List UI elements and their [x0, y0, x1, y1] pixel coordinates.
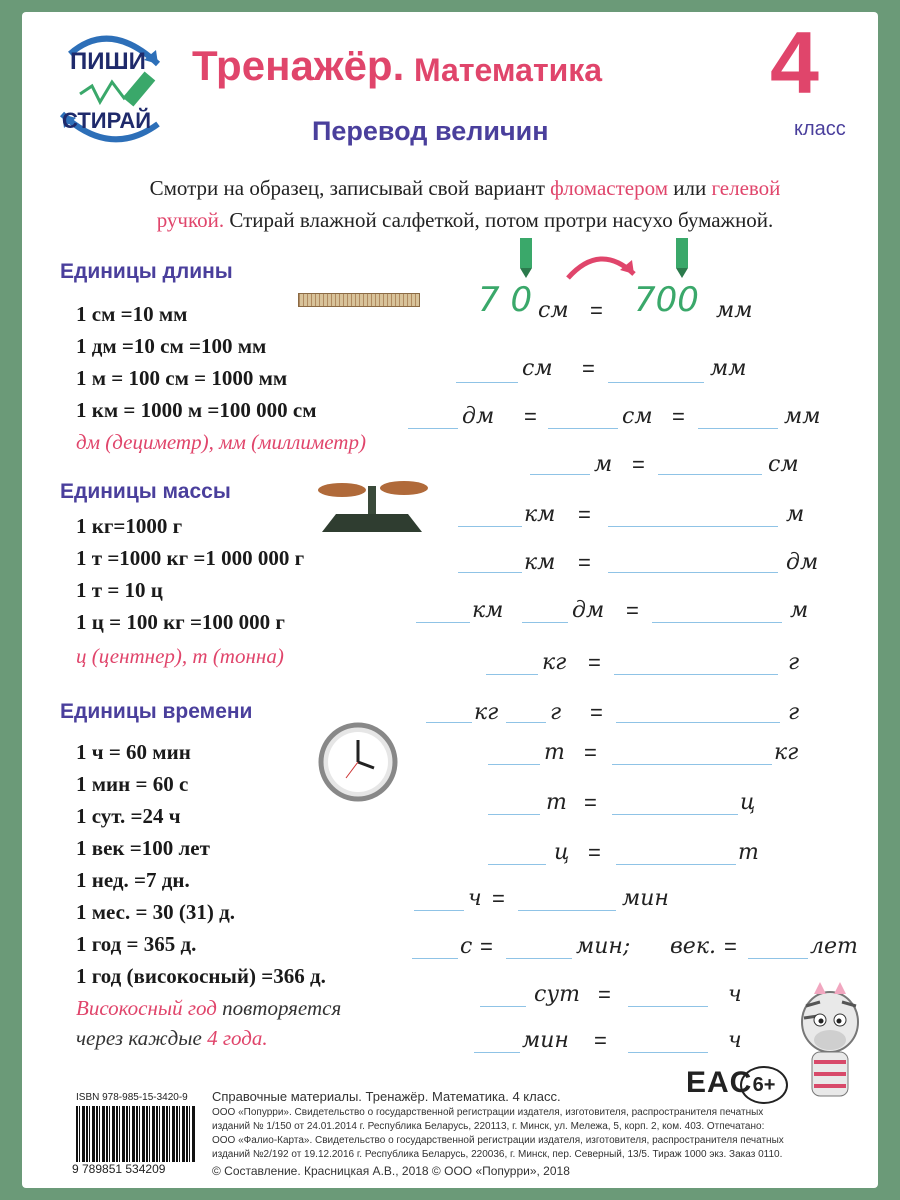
length-heading: Единицы длины	[60, 260, 233, 283]
clock-icon	[318, 722, 398, 802]
exercise-unit: г	[550, 700, 562, 725]
isbn-text: ISBN 978-985-15-3420-9	[76, 1092, 188, 1103]
exercise-unit: мин	[522, 1028, 569, 1053]
instr-part-3: Стирай влажной салфеткой, потом протри насухо бумажной.	[224, 208, 774, 232]
exercise-equals: =	[578, 502, 591, 527]
length-rule-3: 1 м = 100 см = 1000 мм	[76, 366, 288, 390]
time-rule-3: 1 сут. =24 ч	[76, 804, 181, 828]
exercise-blank[interactable]	[458, 526, 522, 527]
exercise-unit: м	[594, 452, 613, 477]
exercise-blank[interactable]	[488, 864, 546, 865]
exercise-blank[interactable]	[518, 910, 616, 911]
leap-year-repeat: повторяется	[216, 996, 342, 1020]
time-rule-4: 1 век =100 лет	[76, 836, 210, 860]
example-equals: =	[590, 298, 603, 323]
scales-icon	[312, 474, 432, 534]
exercise-unit: мм	[710, 356, 747, 381]
imprint-line-3: изданий № 1/150 от 24.01.2014 г. Республика Беларусь, 220113, г. Минск, ул. Мележа, 5, корп. 2, ком. 403. Отпечатано:	[212, 1121, 765, 1132]
mass-heading: Единицы массы	[60, 480, 231, 503]
exercise-blank[interactable]	[614, 674, 778, 675]
exercise-blank[interactable]	[486, 674, 538, 675]
instructions	[70, 172, 860, 236]
time-rule-2: 1 мин = 60 с	[76, 772, 189, 796]
exercise-unit: с	[460, 934, 473, 959]
instr-pen: ручкой.	[156, 208, 225, 232]
exercise-equals: =	[584, 790, 597, 815]
exercise-blank[interactable]	[458, 572, 522, 573]
imprint-line-1: Справочные материалы. Тренажёр. Математика. 4 класс.	[212, 1089, 561, 1104]
exercise-blank[interactable]	[506, 958, 572, 959]
logo	[40, 24, 180, 154]
exercise-equals: =	[492, 886, 505, 911]
exercise-unit: м	[790, 598, 809, 623]
exercise-unit: см	[622, 404, 653, 429]
exercise-unit: мин;	[576, 934, 631, 959]
time-rule-5: 1 нед. =7 дн.	[76, 868, 190, 892]
exercise-blank[interactable]	[608, 572, 778, 573]
exercise-unit: т	[544, 740, 565, 765]
exercise-blank[interactable]	[456, 382, 518, 383]
exercise-unit: см	[768, 452, 799, 477]
mass-note: ц (центнер), т (тонна)	[76, 644, 284, 668]
time-heading: Единицы времени	[60, 700, 253, 723]
exercise-blank[interactable]	[426, 722, 472, 723]
logo-top-text: ПИШИ	[70, 48, 146, 75]
grade-word: класс	[794, 118, 846, 140]
age-rating-badge: 6+	[740, 1066, 788, 1104]
exercise-unit: кг	[542, 650, 567, 675]
exercise-blank[interactable]	[414, 910, 464, 911]
page-subtitle: Перевод величин	[312, 116, 549, 146]
leap-year-four: 4 года.	[207, 1026, 268, 1050]
exercise-equals: =	[594, 1028, 607, 1053]
exercise-blank[interactable]	[616, 864, 736, 865]
exercise-blank[interactable]	[608, 382, 704, 383]
example-unit-2: мм	[716, 298, 753, 323]
exercise-equals: =	[672, 404, 685, 429]
instr-part-2: или	[667, 176, 712, 200]
exercise-equals: =	[590, 700, 603, 725]
exercise-blank[interactable]	[612, 814, 738, 815]
exercise-unit: км	[524, 550, 556, 575]
exercise-equals: =	[582, 356, 595, 381]
worksheet-card	[22, 12, 878, 1188]
exercise-unit: т	[738, 840, 759, 865]
exercise-unit: ч	[468, 886, 482, 911]
exercise-unit: кг	[774, 740, 799, 765]
title-main: Тренажёр.	[192, 42, 405, 89]
exercise-blank[interactable]	[488, 814, 540, 815]
exercise-blank[interactable]	[474, 1052, 520, 1053]
exercise-blank[interactable]	[612, 764, 772, 765]
exercise-equals: =	[524, 404, 537, 429]
exercise-equals: =	[598, 982, 611, 1007]
imprint-line-4: ООО «Фалио-Карта». Свидетельство о государственной регистрации издателя, изготовителя, распространителя печатных	[212, 1135, 784, 1146]
exercise-equals: =	[724, 934, 737, 959]
length-note: дм (дециметр), мм (миллиметр)	[76, 430, 366, 454]
exercise-blank[interactable]	[530, 474, 590, 475]
exercise-unit: кг	[474, 700, 499, 725]
exercise-blank[interactable]	[628, 1006, 708, 1007]
instr-gel: гелевой	[711, 176, 781, 200]
length-rule-2: 1 дм =10 см =100 мм	[76, 334, 267, 358]
imprint-line-2: ООО «Попурри». Свидетельство о государственной регистрации издателя, изготовителя, распространителя печатных	[212, 1107, 764, 1118]
exercise-unit: сут	[534, 982, 580, 1007]
exercise-equals: =	[632, 452, 645, 477]
imprint-line-5: изданий №2/192 от 19.12.2016 г. Республика Беларусь, 220036, г. Минск, пер. Северный, 13/5. Тираж 1000 экз. Заказ 0110.	[212, 1149, 783, 1160]
mass-rule-1: 1 кг=1000 г	[76, 514, 183, 538]
exercise-equals: =	[480, 934, 493, 959]
ruler-image	[298, 293, 420, 307]
exercise-unit: ц	[554, 840, 570, 865]
title-sub: Математика	[414, 52, 603, 88]
time-rule-8: 1 год (високосный) =366 д.	[76, 964, 326, 988]
exercise-equals: =	[584, 740, 597, 765]
exercise-unit: км	[472, 598, 504, 623]
exercise-blank[interactable]	[748, 958, 808, 959]
grade-number: 4	[770, 13, 819, 112]
exercise-blank[interactable]	[658, 474, 762, 475]
length-rule-4: 1 км = 1000 м =100 000 см	[76, 398, 317, 422]
clock-image	[318, 722, 398, 802]
exercise-unit: км	[524, 502, 556, 527]
exercise-unit: г	[788, 700, 800, 725]
exercise-blank[interactable]	[548, 428, 618, 429]
leap-year-note-line2	[76, 1026, 268, 1051]
exercise-unit: ц	[740, 790, 756, 815]
barcode-number: 9 789851 534209	[72, 1162, 166, 1176]
exercise-equals: =	[578, 550, 591, 575]
mass-rule-3: 1 т = 10 ц	[76, 578, 163, 602]
exercise-unit: мм	[784, 404, 821, 429]
exercise-unit: век.	[670, 934, 716, 959]
example-value-2: 700	[634, 280, 699, 320]
exercise-blank[interactable]	[488, 764, 540, 765]
exercise-blank[interactable]	[408, 428, 458, 429]
exercise-equals: =	[588, 840, 601, 865]
exercise-unit: дм	[462, 404, 495, 429]
barcode	[76, 1106, 196, 1162]
exercise-unit: г	[788, 650, 800, 675]
instr-marker: фломастером	[550, 176, 668, 200]
exercise-unit: ч	[728, 982, 742, 1007]
instr-part-1: Смотри на образец, записывай свой вариант	[149, 176, 551, 200]
exercise-blank[interactable]	[522, 622, 568, 623]
eac-mark: EAC	[686, 1066, 753, 1099]
mass-rule-4: 1 ц = 100 кг =100 000 г	[76, 610, 285, 634]
exercise-equals: =	[588, 650, 601, 675]
exercise-unit: м	[786, 502, 805, 527]
exercise-blank[interactable]	[628, 1052, 708, 1053]
exercise-blank[interactable]	[412, 958, 458, 959]
leap-year-note-line1	[76, 996, 341, 1021]
imprint-line-6: © Составление. Красницкая А.В., 2018 © ООО «Попурри», 2018	[212, 1164, 570, 1178]
leap-year-every: через каждые	[76, 1026, 208, 1050]
exercise-unit: лет	[810, 934, 858, 959]
exercise-blank[interactable]	[506, 722, 546, 723]
exercise-unit: см	[522, 356, 553, 381]
exercise-equals: =	[626, 598, 639, 623]
exercise-unit: дм	[786, 550, 819, 575]
leap-year-label: Високосный год	[76, 996, 217, 1020]
time-rule-1: 1 ч = 60 мин	[76, 740, 191, 764]
exercise-blank[interactable]	[652, 622, 782, 623]
example-value-1: 7 0	[478, 280, 533, 320]
exercise-blank[interactable]	[480, 1006, 526, 1007]
mass-rule-2: 1 т =1000 кг =1 000 000 г	[76, 546, 305, 570]
exercise-unit: т	[546, 790, 567, 815]
imprint	[212, 1088, 832, 1180]
logo-bottom-text: СТИРАЙ	[62, 108, 152, 133]
exercise-unit: дм	[572, 598, 605, 623]
scales-image	[312, 474, 432, 534]
logo-arrows-icon	[40, 24, 180, 154]
exercise-unit: ч	[728, 1028, 742, 1053]
exercise-blank[interactable]	[416, 622, 470, 623]
length-rule-1: 1 см =10 мм	[76, 302, 188, 326]
exercise-unit: мин	[622, 886, 669, 911]
example-unit-1: см	[538, 298, 569, 323]
time-rule-7: 1 год = 365 д.	[76, 932, 197, 956]
exercise-blank[interactable]	[608, 526, 778, 527]
exercise-blank[interactable]	[616, 722, 780, 723]
exercise-blank[interactable]	[698, 428, 778, 429]
time-rule-6: 1 мес. = 30 (31) д.	[76, 900, 236, 924]
